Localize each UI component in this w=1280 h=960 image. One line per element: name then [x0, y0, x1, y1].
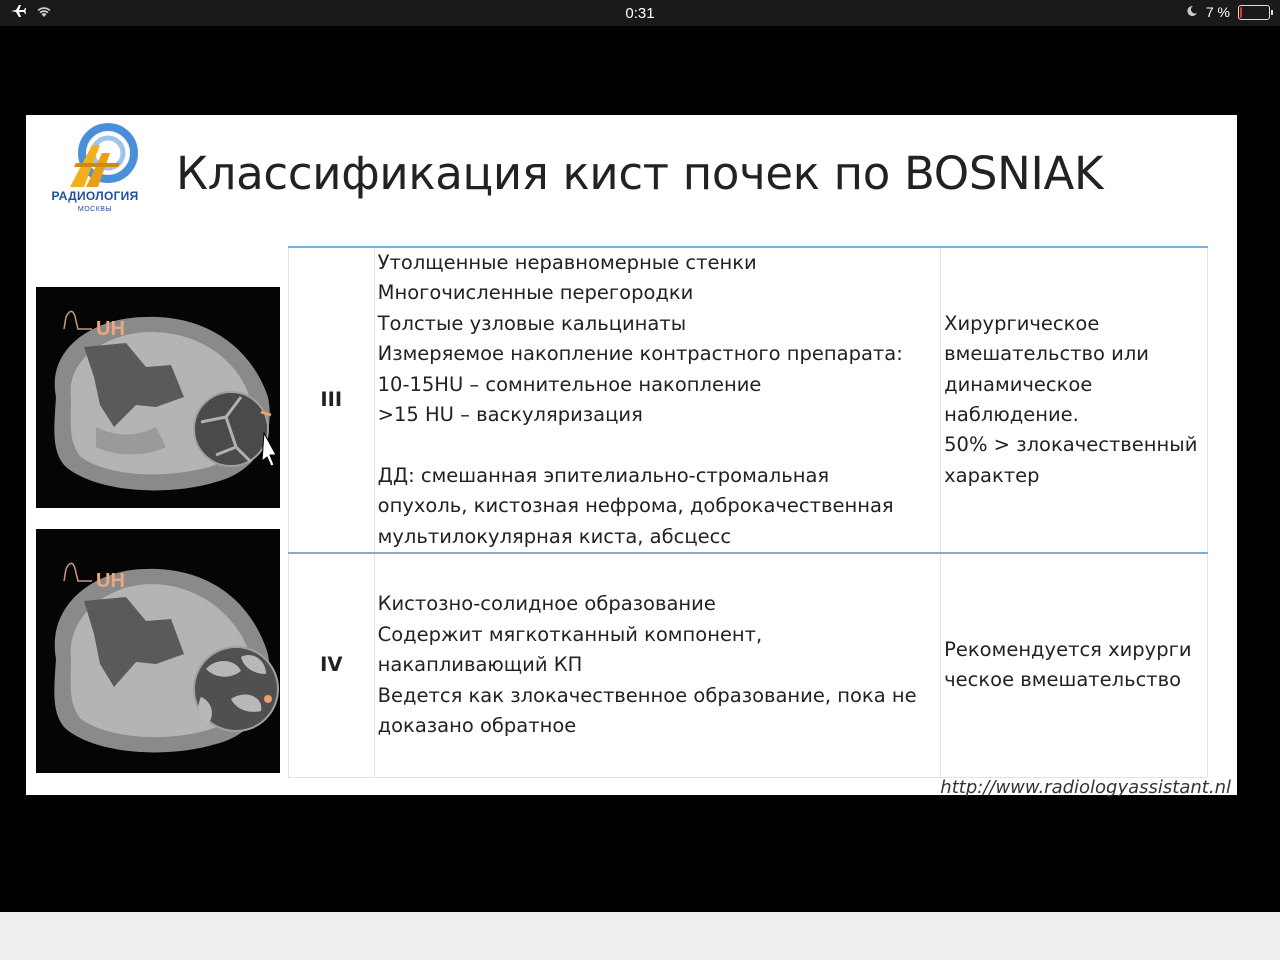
description-line: 10-15HU – сомнительное накопление	[377, 372, 762, 396]
battery-icon	[1238, 5, 1270, 20]
description-line: Содержит мягкотканный компонент,	[377, 622, 763, 646]
status-bar	[0, 0, 1280, 26]
action-line: 50% > злокачественный	[944, 433, 1198, 457]
bottom-bar	[0, 912, 1280, 960]
action-cell	[941, 553, 1208, 777]
clock: 0:31	[625, 5, 655, 22]
source-link[interactable]: http://www.radiologyassistant.nl	[940, 777, 1231, 798]
scan-label: UH	[96, 570, 125, 592]
description-line: опухоль, кистозная нефрома, доброкачественная	[377, 494, 894, 518]
radiology-moscow-logo	[40, 123, 160, 218]
battery-percent: 7 %	[1205, 4, 1230, 20]
description-line: доказано обратное	[377, 713, 577, 737]
description-line: мультилокулярная киста, абсцесс	[377, 524, 732, 548]
grade-cell: IV	[289, 553, 375, 777]
ct-scan-image-grade-iv	[36, 529, 280, 773]
action-line: характер	[944, 463, 1040, 487]
grade-cell: III	[289, 247, 375, 553]
logo-subtitle: МОСКВЫ	[77, 206, 113, 213]
action-line: Рекомендуется хирурги	[944, 637, 1192, 661]
description-line: Ведется как злокачественное образование, пока не	[377, 683, 917, 707]
description-line	[378, 430, 938, 460]
action-line: динамическое	[944, 372, 1093, 396]
ct-scan-image-grade-iii	[36, 287, 280, 508]
scan-label: UH	[96, 318, 125, 340]
bosniak-classification-table	[288, 246, 1208, 778]
description-cell	[374, 553, 941, 777]
description-cell	[374, 247, 941, 553]
action-line: ческое вмешательство	[944, 668, 1182, 692]
description-line: Кистозно-солидное образование	[377, 592, 716, 616]
description-line: Многочисленные перегородки	[377, 281, 694, 305]
battery-fill	[1240, 7, 1242, 18]
logo-name: РАДИОЛОГИЯ	[51, 189, 139, 203]
table-row	[289, 247, 1208, 553]
description-line: накапливающий КП	[377, 653, 583, 677]
table-row	[289, 553, 1208, 777]
description-line: Утолщенные неравномерные стенки	[377, 251, 757, 274]
description-line: Измеряемое накопление контрастного препарата:	[377, 342, 903, 366]
action-line: наблюдение.	[944, 403, 1079, 427]
presentation-slide	[26, 115, 1237, 798]
do-not-disturb-icon	[1186, 4, 1198, 20]
action-line: Хирургическое	[944, 311, 1100, 335]
slide-title: Классификация кист почек по BOSNIAK	[176, 147, 1104, 200]
logo-emblem-icon	[40, 123, 150, 193]
description-line: ДД: смешанная эпителиально-стромальная	[377, 463, 830, 487]
action-line: вмешательство или	[944, 342, 1149, 366]
description-line: Толстые узловые кальцинаты	[377, 311, 687, 335]
action-cell	[941, 247, 1208, 553]
description-line: >15 HU – васкуляризация	[377, 403, 643, 427]
